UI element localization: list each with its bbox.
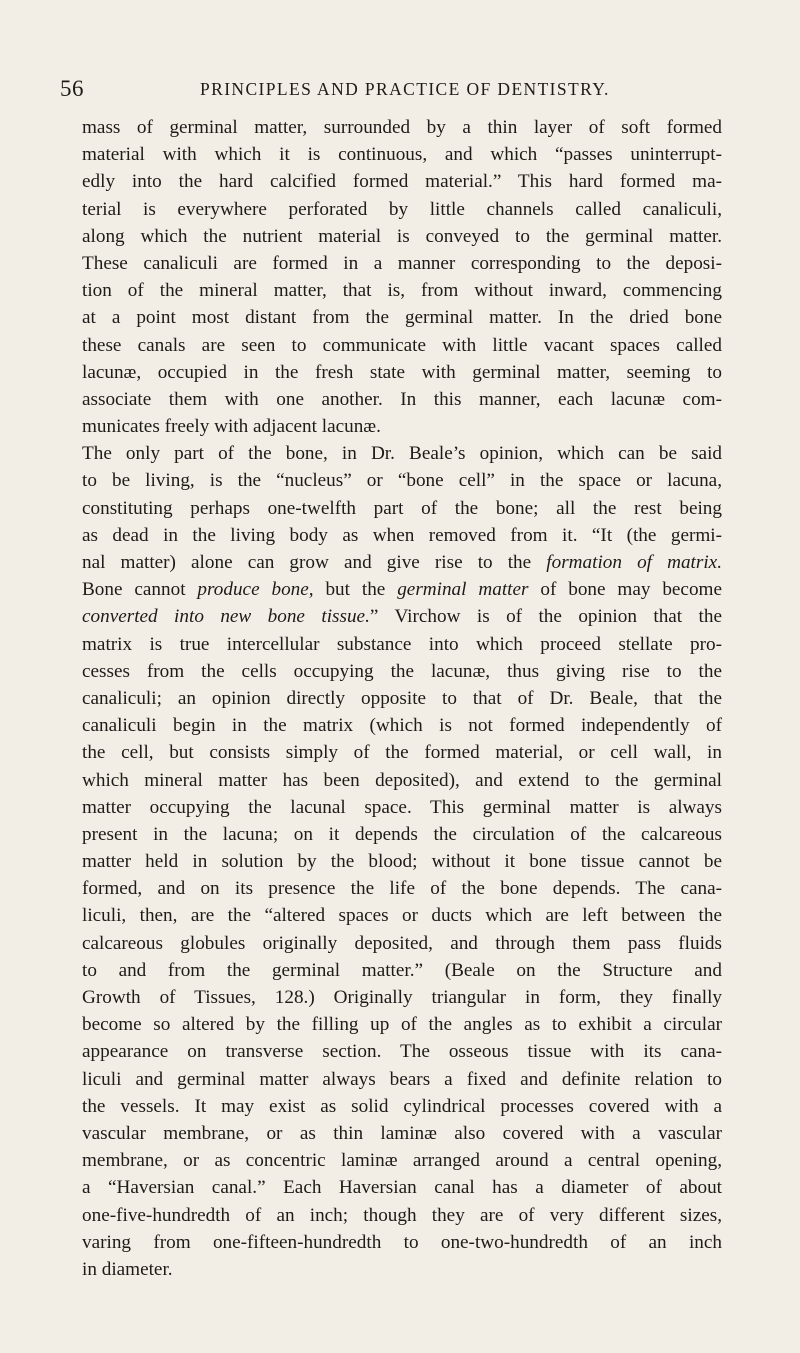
text-segment: These canaliculi are formed in a manner corresponding to the deposi-: [82, 252, 722, 274]
text-segment: which mineral matter has been deposited), and extend to the germinal: [82, 769, 722, 791]
page-number: 56: [60, 76, 84, 101]
text-segment: cesses from the cells occupying the lacunæ, thus giving rise to the: [82, 660, 722, 682]
text-segment: of bone may become: [528, 579, 722, 601]
text-segment: The only part of the bone, in Dr. Beale’s opinion, which can be said: [82, 443, 722, 465]
text-line: [82, 984, 722, 1011]
text-line: [82, 658, 722, 685]
text-line: [82, 467, 722, 494]
running-title: PRINCIPLES AND PRACTICE OF DENTISTRY.: [200, 79, 610, 99]
text-segment: become so altered by the filling up of the angles as to exhibit a circular: [82, 1014, 722, 1036]
text-segment: at a point most distant from the germinal matter. In the dried bone: [82, 307, 722, 329]
text-segment: the cell, but consists simply of the formed material, or cell wall, in: [82, 742, 722, 764]
italic-text: converted into new bone tissue.: [82, 606, 370, 628]
text-line: [82, 413, 722, 440]
text-segment: along which the nutrient material is conveyed to the germinal matter.: [82, 225, 722, 247]
text-line: [82, 1093, 722, 1120]
text-segment: edly into the hard calcified formed material.” This hard formed ma-: [82, 171, 722, 193]
text-segment: liculi and germinal matter always bears a fixed and definite relation to: [82, 1068, 722, 1090]
text-line: [82, 848, 722, 875]
text-segment: constituting perhaps one-twelfth part of the bone; all the rest being: [82, 497, 722, 519]
text-segment: to be living, is the “nucleus” or “bone cell” in the space or lacuna,: [82, 470, 722, 492]
text-segment: one-five-hundredth of an inch; though they are of very different sizes,: [82, 1204, 722, 1226]
text-line: [82, 1229, 722, 1256]
text-segment: the vessels. It may exist as solid cylindrical processes covered with a: [82, 1095, 722, 1117]
text-segment: mass of germinal matter, surrounded by a thin layer of soft formed: [82, 117, 722, 138]
text-line: [82, 1147, 722, 1174]
text-segment: material with which it is continuous, and which “passes uninterrupt-: [82, 144, 722, 166]
italic-text: formation of matrix.: [546, 552, 722, 573]
text-segment: matter held in solution by the blood; without it bone tissue cannot be: [82, 851, 722, 873]
text-segment: associate them with one another. In this manner, each lacunæ com-: [82, 388, 722, 410]
text-line: [82, 114, 722, 141]
text-segment: as dead in the living body as when removed from it. “It (the germi-: [82, 524, 722, 546]
text-line: [82, 359, 722, 386]
text-line: [82, 1120, 722, 1147]
text-line: [82, 794, 722, 821]
text-segment: appearance on transverse section. The osseous tissue with its cana-: [82, 1041, 722, 1063]
text-segment: calcareous globules originally deposited, and through them pass fluids: [82, 932, 722, 954]
text-line: [82, 875, 722, 902]
page-header: [60, 76, 740, 104]
text-segment: terial is everywhere perforated by little channels called canaliculi,: [82, 198, 722, 220]
text-line: [82, 250, 722, 277]
text-line: [82, 304, 722, 331]
text-segment: Growth of Tissues, 128.) Originally triangular in form, they finally: [82, 987, 722, 1008]
text-line: [82, 576, 722, 603]
text-line: [82, 1256, 722, 1283]
text-line: [82, 141, 722, 168]
text-line: [82, 332, 722, 359]
text-line: [82, 1066, 722, 1093]
text-line: [82, 1174, 722, 1201]
text-segment: vascular membrane, or as thin laminæ also covered with a vascular: [82, 1122, 722, 1144]
text-segment: matrix is true intercellular substance into which proceed stellate pro-: [82, 633, 722, 655]
text-line: [82, 522, 722, 549]
text-segment: Bone cannot: [82, 579, 198, 601]
text-segment: in diameter.: [82, 1258, 173, 1280]
text-line: [82, 440, 722, 467]
text-segment: liculi, then, are the “altered spaces or ducts which are left between the: [82, 905, 722, 927]
text-line: [82, 902, 722, 929]
text-line: [82, 930, 722, 957]
text-segment: municates freely with adjacent lacunæ.: [82, 416, 381, 438]
italic-text: germinal matter: [397, 579, 529, 601]
text-segment: membrane, or as concentric laminæ arranged around a central opening,: [82, 1150, 722, 1172]
text-line: [82, 767, 722, 794]
text-segment: a “Haversian canal.” Each Haversian canal has a diameter of about: [82, 1177, 722, 1199]
text-line: [82, 1038, 722, 1065]
body-text: [82, 114, 722, 1283]
text-line: [82, 739, 722, 766]
text-line: [82, 631, 722, 658]
text-segment: canaliculi begin in the matrix (which is not formed independently of: [82, 715, 722, 737]
text-line: [82, 386, 722, 413]
text-segment: these canals are seen to communicate with little vacant spaces called: [82, 334, 722, 356]
text-line: [82, 196, 722, 223]
text-line: [82, 957, 722, 984]
italic-text: produce bone,: [197, 579, 314, 601]
text-line: [82, 549, 722, 576]
text-segment: lacunæ, occupied in the fresh state with germinal matter, seeming to: [82, 361, 722, 383]
text-segment: to and from the germinal matter.” (Beale on the Structure and: [82, 959, 722, 981]
text-line: [82, 712, 722, 739]
text-line: [82, 277, 722, 304]
text-line: [82, 1202, 722, 1229]
text-segment: matter occupying the lacunal space. This germinal matter is always: [82, 796, 722, 818]
text-segment: canaliculi; an opinion directly opposite to that of Dr. Beale, that the: [82, 687, 722, 709]
text-segment: ” Virchow is of the opinion that the: [369, 606, 722, 628]
text-segment: nal matter) alone can grow and give rise to the: [82, 552, 547, 573]
text-line: [82, 821, 722, 848]
text-line: [82, 168, 722, 195]
text-line: [82, 603, 722, 630]
text-segment: formed, and on its presence the life of the bone depends. The cana-: [82, 878, 722, 900]
text-segment: tion of the mineral matter, that is, from without inward, commencing: [82, 280, 722, 302]
text-line: [82, 685, 722, 712]
text-segment: varing from one-fifteen-hundredth to one-two-hundredth of an inch: [82, 1231, 722, 1253]
text-segment: present in the lacuna; on it depends the circulation of the calcareous: [82, 823, 722, 845]
text-line: [82, 1011, 722, 1038]
text-line: [82, 223, 722, 250]
text-segment: but the: [313, 579, 398, 601]
text-line: [82, 495, 722, 522]
